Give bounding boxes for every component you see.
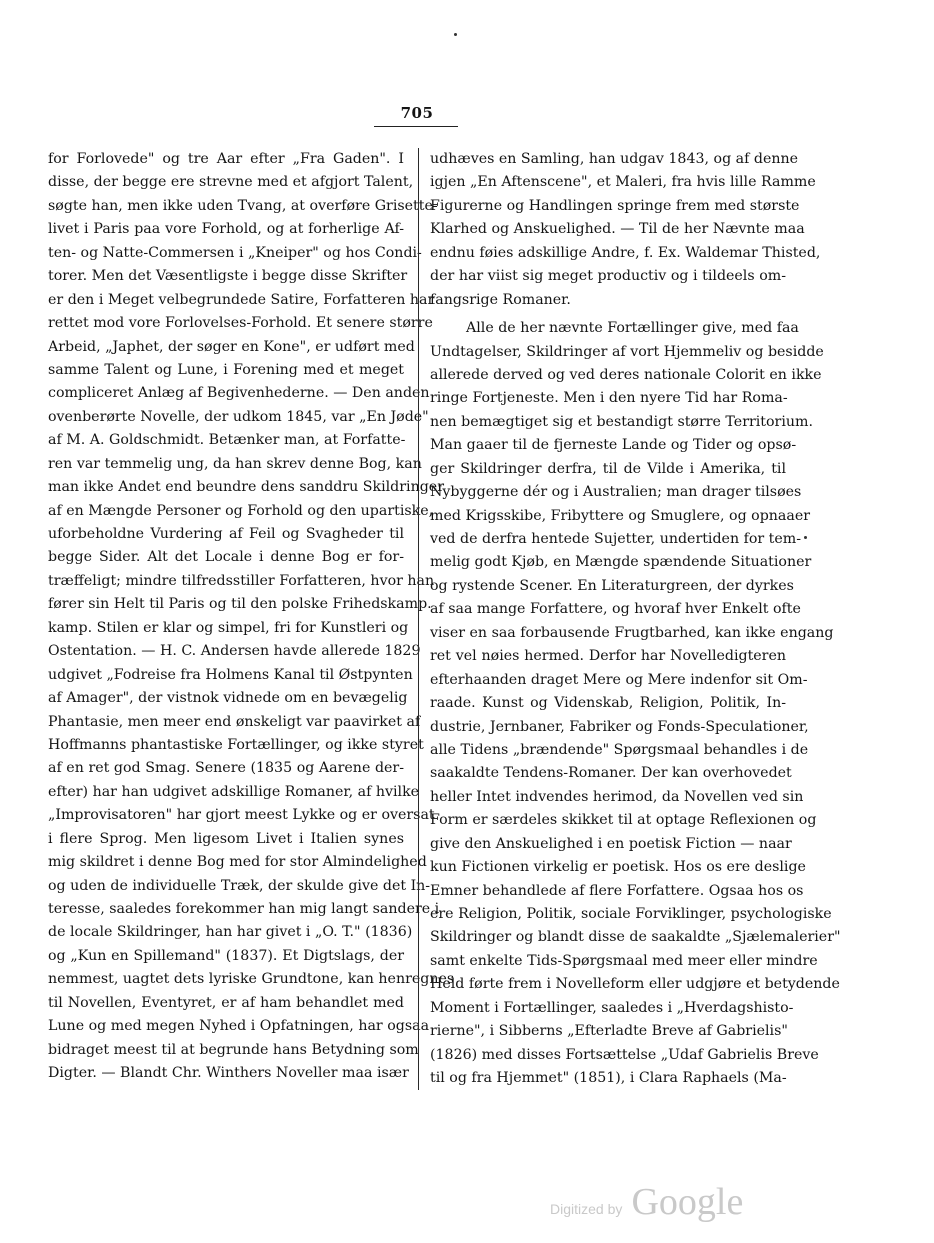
text-line: ved de derfra hentede Sujetter, undertiden for tem- [430, 531, 802, 547]
text-line: endnu føies adskillige Andre, f. Ex. Waldemar Thisted, [430, 244, 821, 261]
text-line: efterhaanden draget Mere og Mere indenfor sit Om- [430, 671, 808, 688]
text-line: træffeligt; mindre tilfredsstiller Forfatteren, hvor han [48, 572, 435, 589]
text-line: af Amager", der vistnok vidnede om en bevægelig [48, 690, 408, 707]
text-line: efter) har han udgivet adskillige Romaner, af hvilke [48, 783, 420, 800]
text-line: ere Religion, Politik, sociale Forviklinger, psychologiske [430, 906, 832, 922]
text-line: alle Tidens „brændende" Spørgsmaal behandles i de [430, 741, 809, 758]
text-line: af en ret god Smag. Senere (1835 og Aarene der- [48, 760, 404, 777]
text-line: og rystende Scener. En Literaturgreen, der dyrkes [430, 577, 794, 594]
text-line: til og fra Hjemmet" (1851), i Clara Raphaels (Ma- [430, 1070, 787, 1087]
text-line: er den i Meget velbegrundede Satire, Forfatteren har [48, 291, 435, 308]
text-line: rettet mod vore Forlovelses-Forhold. Et senere større [48, 315, 433, 332]
text-line: bidraget meest til at begrunde hans Betydning som [48, 1041, 419, 1058]
text-line: dustrie, Jernbaner, Fabriker og Fonds-Speculationer, [430, 718, 809, 735]
google-logo: Google [631, 1181, 744, 1223]
text-line: ret vel nøies hermed. Derfor har Novelledigteren [430, 648, 786, 665]
speck-margin [804, 536, 807, 539]
text-line: der har viist sig meget productiv og i tildeels om- [430, 268, 786, 285]
text-line: Undtagelser, Skildringer af vort Hjemmeliv og besidde [430, 343, 824, 360]
text-line: igjen „En Aftenscene", et Maleri, fra hvis lille Ramme [430, 174, 816, 191]
text-line: begge Sider. Alt det Locale i denne Bog er for- [48, 549, 404, 566]
text-line: give den Anskuelighed i en poetisk Fiction — naar [430, 835, 792, 852]
text-line: Skildringer og blandt disse de saakaldte „Sjælemalerier" [430, 929, 841, 946]
text-line: Figurerne og Handlingen springe frem med største [430, 197, 800, 214]
text-line: raade. Kunst og Videnskab, Religion, Politik, In- [430, 695, 786, 712]
text-line: Form er særdeles skikket til at optage Reflexionen og [430, 812, 817, 829]
text-line: søgte han, men ikke uden Tvang, at overføre Grisette- [48, 197, 438, 214]
text-line: til Novellen, Eventyret, er af ham behandlet med [48, 994, 404, 1011]
text-line: udhæves en Samling, han udgav 1843, og af denne [430, 151, 799, 167]
text-line: med Krigsskibe, Fribyttere og Smuglere, og opnaaer [430, 507, 811, 524]
text-line: Digter. — Blandt Chr. Winthers Noveller maa især [48, 1065, 409, 1082]
text-line: uforbeholdne Vurdering af Feil og Svagheder til [48, 526, 404, 542]
text-line: af en Mængde Personer og Forhold og den upartiske, [48, 502, 434, 519]
text-line: Ostentation. — H. C. Andersen havde allerede 1829 [48, 643, 421, 660]
text-line: Nybyggerne dér og i Australien; man drager tilsøes [430, 484, 802, 501]
text-line: rierne", i Sibberns „Efterladte Breve af Gabrielis" [430, 1023, 788, 1040]
text-line: Hoffmanns phantastiske Fortællinger, og ikke styret [48, 736, 424, 753]
text-line: Held førte frem i Novelleform eller udgjøre et betydende [430, 976, 840, 993]
text-line: samt enkelte Tids-Spørgsmaal med meer eller mindre [430, 952, 818, 969]
text-line: disse, der begge ere strevne med et afgjort Talent, [48, 174, 414, 191]
text-line: de locale Skildringer, han har givet i „O. T." (1836) [48, 924, 413, 941]
text-line: for Forlovede" og tre Aar efter „Fra Gaden". I [48, 151, 404, 167]
text-line: Phantasie, men meer end ønskeligt var paavirket af [48, 713, 421, 730]
text-line: i flere Sprog. Men ligesom Livet i Italien synes [48, 830, 404, 847]
text-line: udgivet „Fodreise fra Holmens Kanal til Østpynten [48, 666, 413, 683]
text-line: kun Fictionen virkelig er poetisk. Hos os ere deslige [430, 859, 806, 876]
column-rule [418, 148, 419, 1090]
text-line: ringe Fortjeneste. Men i den nyere Tid har Roma- [430, 390, 788, 407]
text-line: nen bemægtiget sig et bestandigt større Territorium. [430, 413, 813, 430]
text-line: af M. A. Goldschmidt. Betænker man, at Forfatte- [48, 432, 406, 449]
text-line: Emner behandlede af flere Forfattere. Ogsaa hos os [430, 882, 804, 899]
text-line: og „Kun en Spillemand" (1837). Et Digtslags, der [48, 947, 404, 964]
text-line: ger Skildringer derfra, til de Vilde i Amerika, til [430, 460, 786, 477]
text-line: man ikke Andet end beundre dens sanddru Skildringer [48, 479, 444, 496]
text-line: ten- og Natte-Commersen i „Kneiper" og hos Condi- [48, 244, 422, 261]
text-line: „Improvisatoren" har gjort meest Lykke og er oversat [48, 807, 435, 824]
text-line: viser en saa forbausende Frugtbarhed, kan ikke engang [430, 624, 834, 641]
text-line: allerede derved og ved deres nationale Colorit en ikke [430, 366, 822, 383]
text-line: Klarhed og Anskuelighed. — Til de her Nævnte maa [430, 221, 805, 238]
text-line: Arbeid, „Japhet, der søger en Kone", er udført med [48, 338, 415, 355]
text-line: samme Talent og Lune, i Forening med et meget [48, 361, 404, 378]
text-line: fangsrige Romaner. [430, 291, 571, 308]
text-line: ren var temmelig ung, da han skrev denne Bog, kan [48, 455, 422, 472]
text-line: saakaldte Tendens-Romaner. Der kan overhovedet [430, 765, 792, 782]
watermark-prefix: Digitized by [550, 1201, 623, 1217]
speck-top [454, 33, 457, 36]
text-line: (1826) med disses Fortsættelse „Udaf Gabrielis Breve [430, 1046, 819, 1063]
text-line: teresse, saaledes forekommer han mig langt sandere i [48, 901, 440, 917]
text-line: Moment i Fortællinger, saaledes i „Hverdagshisto- [430, 999, 794, 1016]
text-line: af saa mange Forfattere, og hvoraf hver Enkelt ofte [430, 601, 801, 618]
text-line: mig skildret i denne Bog med for stor Almindelighed [48, 854, 427, 871]
text-line: compliceret Anlæg af Begivenhederne. — Den anden [48, 385, 430, 402]
text-line: livet i Paris paa vore Forhold, og at forherlige Af- [48, 221, 404, 238]
page-number: 705 [400, 104, 434, 122]
digitized-watermark [550, 1180, 743, 1230]
text-line: nemmest, uagtet dets lyriske Grundtone, kan henregnes [48, 971, 455, 988]
text-line: Lune og med megen Nyhed i Opfatningen, har ogsaa [48, 1018, 430, 1035]
text-line: torer. Men det Væsentligste i begge disse Skrifter [48, 268, 408, 285]
left-column [48, 148, 455, 1086]
header-rule [374, 126, 458, 127]
text-line: og uden de individuelle Træk, der skulde give det In- [48, 877, 431, 894]
text-line: ovenberørte Novelle, der udkom 1845, var „En Jøde" [48, 408, 429, 425]
text-line: kamp. Stilen er klar og simpel, fri for Kunstleri og [48, 619, 409, 636]
text-line: melig godt Kjøb, en Mængde spændende Situationer [430, 554, 812, 571]
text-line: heller Intet indvendes herimod, da Novellen ved sin [430, 788, 804, 805]
text-line: Alle de her nævnte Fortællinger give, med faa [466, 320, 799, 337]
right-column [430, 148, 841, 1091]
text-line: Man gaaer til de fjerneste Lande og Tider og opsø- [430, 437, 797, 454]
text-line: fører sin Helt til Paris og til den polske Frihedskamp. [48, 596, 432, 613]
